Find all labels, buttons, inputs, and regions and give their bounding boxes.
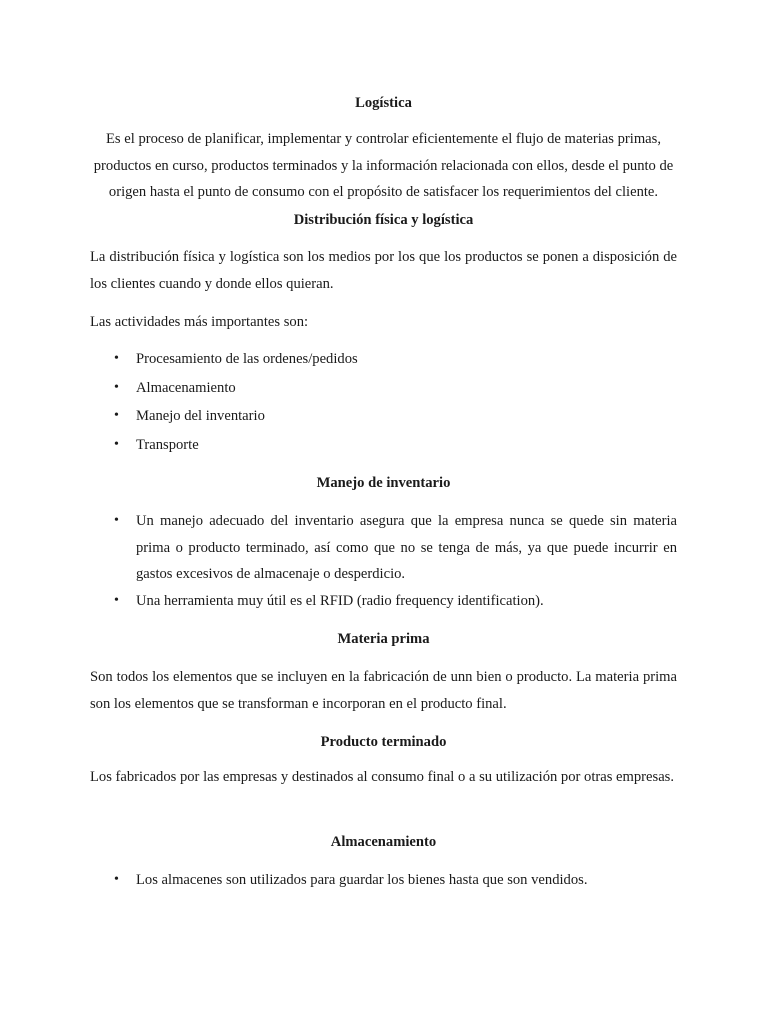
list-item-text: Transporte (136, 436, 199, 453)
bullet-icon: • (114, 408, 119, 423)
list-item-text: Procesamiento de las ordenes/pedidos (136, 351, 358, 367)
heading-logistica: Logística (355, 95, 412, 111)
heading-materia-prima: Materia prima (337, 631, 430, 647)
list-item (90, 431, 677, 460)
bullet-icon: • (114, 379, 119, 395)
heading-almacenamiento: Almacenamiento (330, 834, 437, 850)
list-item-text: Una herramienta muy útil es el RFID (radio frequency identification). (136, 592, 544, 609)
bullet-icon: • (114, 436, 119, 452)
bullet-icon: • (114, 592, 119, 608)
paragraph-producto-terminado: Los fabricados por las empresas y destinados al consumo final o a su utilización por otras empresas. (90, 769, 674, 785)
heading-distribucion: Distribución física y logística (293, 212, 474, 228)
list-item-text: Manejo del inventario (136, 408, 265, 424)
heading-producto-terminado: Producto terminado (320, 734, 447, 750)
list-actividades (90, 345, 677, 459)
list-item-text: Almacenamiento (136, 379, 236, 396)
bullet-icon: • (114, 872, 119, 887)
list-item (90, 508, 677, 588)
list-item (90, 402, 677, 431)
paragraph-logistica: Es el proceso de planificar, implementar y controlar eficientemente el flujo de materias primas, productos en curso, productos terminados y la información relacionada con ellos, desde el punto de origen hasta el punto de consumo con el propósito de satisfacer los requerimientos del cliente. (93, 131, 674, 200)
list-item-text: Un manejo adecuado del inventario asegura que la empresa nunca se quede sin materia prima o producto terminado, así como que no se tenga de más, ya que puede incurrir en gastos excesivos de almacenaje o desperdicio. (136, 513, 677, 582)
list-item (90, 588, 677, 615)
bullet-icon: • (114, 351, 119, 366)
list-almacenamiento (90, 867, 677, 894)
list-item (90, 867, 677, 894)
list-item-text: Los almacenes son utilizados para guardar los bienes hasta que son vendidos. (136, 872, 588, 888)
paragraph-distribucion: La distribución física y logística son los medios por los que los productos se ponen a disposición de los clientes cuando y donde ellos quieran. (90, 249, 677, 292)
heading-inventario: Manejo de inventario (316, 475, 451, 491)
list-item (90, 374, 677, 403)
list-inventario (90, 508, 677, 614)
paragraph-actividades: Las actividades más importantes son: (90, 314, 309, 330)
list-item (90, 345, 677, 374)
paragraph-materia-prima: Son todos los elementos que se incluyen en la fabricación de unn bien o producto. La materia prima son los elementos que se transforman e incorporan en el producto final. (90, 669, 677, 712)
bullet-icon: • (114, 513, 119, 528)
